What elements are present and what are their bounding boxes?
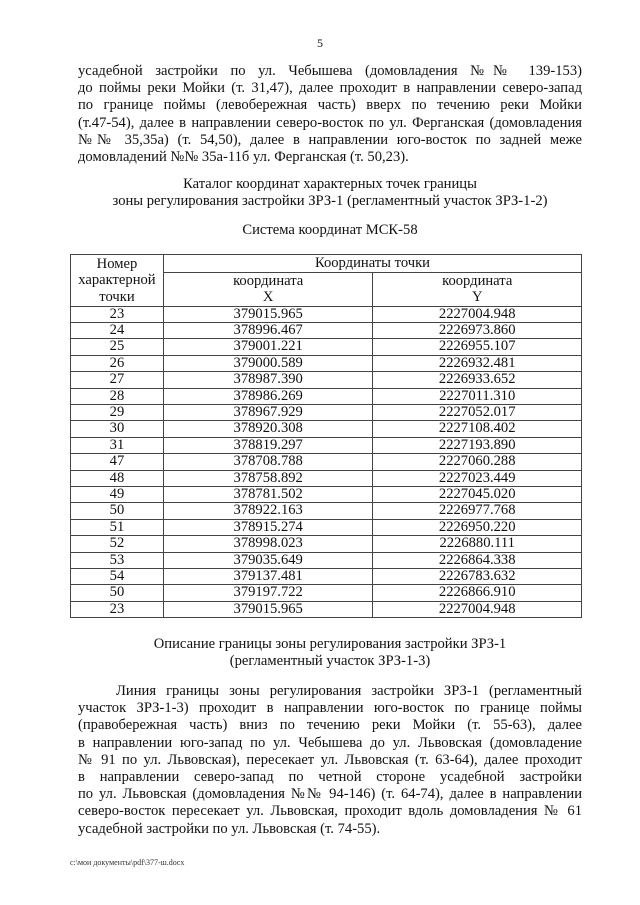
point-number: 53: [71, 552, 164, 568]
coord-y: 2226933.652: [373, 372, 582, 388]
coord-x: 378920.308: [163, 421, 373, 437]
text-line: северо-восток пересекает ул. Львовская, проходит вдоль домовладения № 61: [78, 803, 582, 820]
header-x: [163, 272, 373, 306]
description-title: [0, 636, 640, 670]
description-title-line: (регламентный участок ЗРЗ-1-3): [229, 653, 431, 669]
footer-file-path: c:\мои документы\pdf\377-ш.docx: [70, 858, 185, 867]
coord-x: 378915.274: [163, 519, 373, 535]
catalog-title: [0, 176, 640, 210]
coordinates-table: [70, 254, 582, 618]
header-text: характерной: [78, 272, 156, 288]
coord-y: 2227011.310: [373, 388, 582, 404]
coord-y: 2226955.107: [373, 339, 582, 355]
table-row: [71, 437, 582, 453]
coord-x: 378819.297: [163, 437, 373, 453]
text-line: участок ЗРЗ-1-3) проходит в направлении юго-восток по границе поймы: [78, 700, 582, 717]
coord-x: 378758.892: [163, 470, 373, 486]
table-row: [71, 585, 582, 601]
coord-x: 378922.163: [163, 503, 373, 519]
coord-y: 2226950.220: [373, 519, 582, 535]
table-row: [71, 454, 582, 470]
text-line: по ул. Львовская (домовладения №№ 94-146) (т. 64-74), далее в направлении: [78, 786, 582, 803]
point-number: 29: [71, 404, 164, 420]
coord-x: 379015.965: [163, 601, 373, 617]
coord-y: 2227023.449: [373, 470, 582, 486]
coord-x: 379000.589: [163, 355, 373, 371]
coord-y: 2226932.481: [373, 355, 582, 371]
point-number: 27: [71, 372, 164, 388]
table-row: [71, 404, 582, 420]
header-text: координата: [442, 272, 513, 289]
coord-x: 379137.481: [163, 569, 373, 585]
text-line: до поймы реки Мойки (т. 31,47), далее проходит в направлении северо-запад: [78, 80, 582, 97]
point-number: 50: [71, 503, 164, 519]
table-row: [71, 388, 582, 404]
text-line: в направлении юго-запад по ул. Чебышева до ул. Львовская (домовладение: [78, 734, 582, 751]
intro-paragraph: [78, 63, 582, 166]
header-point-number: [71, 255, 164, 307]
table-row: [71, 569, 582, 585]
point-number: 26: [71, 355, 164, 371]
coord-x: 379001.221: [163, 339, 373, 355]
coord-x: 379035.649: [163, 552, 373, 568]
point-number: 47: [71, 454, 164, 470]
page-number: 5: [317, 36, 323, 50]
coord-x: 378998.023: [163, 536, 373, 552]
text-line: (правобережная часть) вниз по течению реки Мойки (т. 55-63), далее: [78, 717, 582, 734]
text-line: Линия границы зоны регулирования застройки ЗРЗ-1 (регламентный: [116, 683, 582, 699]
point-number: 54: [71, 569, 164, 585]
text-line: по границе поймы (левобережная часть) вверх по течению реки Мойки: [78, 97, 582, 114]
coord-y: 2227004.948: [373, 601, 582, 617]
point-number: 30: [71, 421, 164, 437]
coord-y: 2226973.860: [373, 322, 582, 338]
coord-y: 2226783.632: [373, 569, 582, 585]
coordinate-system-title: Система координат МСК-58: [242, 222, 418, 238]
header-y: [373, 272, 582, 306]
coord-y: 2226864.338: [373, 552, 582, 568]
point-number: 23: [71, 601, 164, 617]
text-line: домовладений №№ 35а-11б ул. Ферганская (т. 50,23).: [78, 148, 409, 165]
table-row: [71, 421, 582, 437]
catalog-title-line: зоны регулирования застройки ЗРЗ-1 (регламентный участок ЗРЗ-1-2): [112, 193, 548, 209]
coord-y: 2227045.020: [373, 486, 582, 502]
description-paragraph: [78, 683, 582, 838]
header-text: Номер: [96, 255, 138, 272]
table-row: [71, 372, 582, 388]
header-text: X: [262, 289, 274, 305]
table-row: [71, 536, 582, 552]
text-line: усадебной застройки по ул. Чебышева (домовладения №№ 139-153): [78, 63, 582, 79]
point-number: 50: [71, 585, 164, 601]
coord-y: 2227052.017: [373, 404, 582, 420]
coord-x: 378781.502: [163, 486, 373, 502]
header-text: Y: [471, 289, 483, 305]
table-row: [71, 322, 582, 338]
table-row: [71, 519, 582, 535]
table-row: [71, 552, 582, 568]
text-line: №№ 35,35а) (т. 54,50), далее в направлении юго-восток по задней меже: [78, 131, 582, 148]
point-number: 48: [71, 470, 164, 486]
header-text: координата: [233, 272, 304, 289]
coord-y: 2226880.111: [373, 536, 582, 552]
table-row: [71, 355, 582, 371]
point-number: 24: [71, 322, 164, 338]
point-number: 23: [71, 306, 164, 322]
coord-x: 378967.929: [163, 404, 373, 420]
header-text: точки: [99, 288, 135, 305]
text-line: в направлении северо-запад по четной стороне усадебной застройки: [78, 768, 582, 785]
coord-x: 378708.788: [163, 454, 373, 470]
coord-y: 2227060.288: [373, 454, 582, 470]
table-row: [71, 306, 582, 322]
coord-y: 2227193.890: [373, 437, 582, 453]
coord-x: 378986.269: [163, 388, 373, 404]
coord-x: 379015.965: [163, 306, 373, 322]
table-row: [71, 339, 582, 355]
table-row: [71, 470, 582, 486]
point-number: 51: [71, 519, 164, 535]
coord-y: 2226977.768: [373, 503, 582, 519]
text-line: усадебной застройки по ул. Львовская (т. 74-55).: [78, 820, 381, 837]
header-coordinates: Координаты точки: [163, 255, 581, 273]
point-number: 52: [71, 536, 164, 552]
coord-y: 2227004.948: [373, 306, 582, 322]
point-number: 28: [71, 388, 164, 404]
coord-y: 2227108.402: [373, 421, 582, 437]
text-line: (т.47-54), далее в направлении северо-восток по ул. Ферганская (домовладения: [78, 114, 582, 131]
text-line: № 91 по ул. Львовская), пересекает ул. Львовская (т. 63-64), далее проходит: [78, 751, 582, 768]
table-row: [71, 486, 582, 502]
coord-x: 378996.467: [163, 322, 373, 338]
catalog-title-line: Каталог координат характерных точек границы: [183, 176, 477, 192]
point-number: 25: [71, 339, 164, 355]
table-row: [71, 601, 582, 617]
point-number: 49: [71, 486, 164, 502]
point-number: 31: [71, 437, 164, 453]
coord-y: 2226866.910: [373, 585, 582, 601]
table-row: [71, 503, 582, 519]
coord-x: 378987.390: [163, 372, 373, 388]
coord-x: 379197.722: [163, 585, 373, 601]
description-title-line: Описание границы зоны регулирования застройки ЗРЗ-1: [153, 636, 507, 652]
